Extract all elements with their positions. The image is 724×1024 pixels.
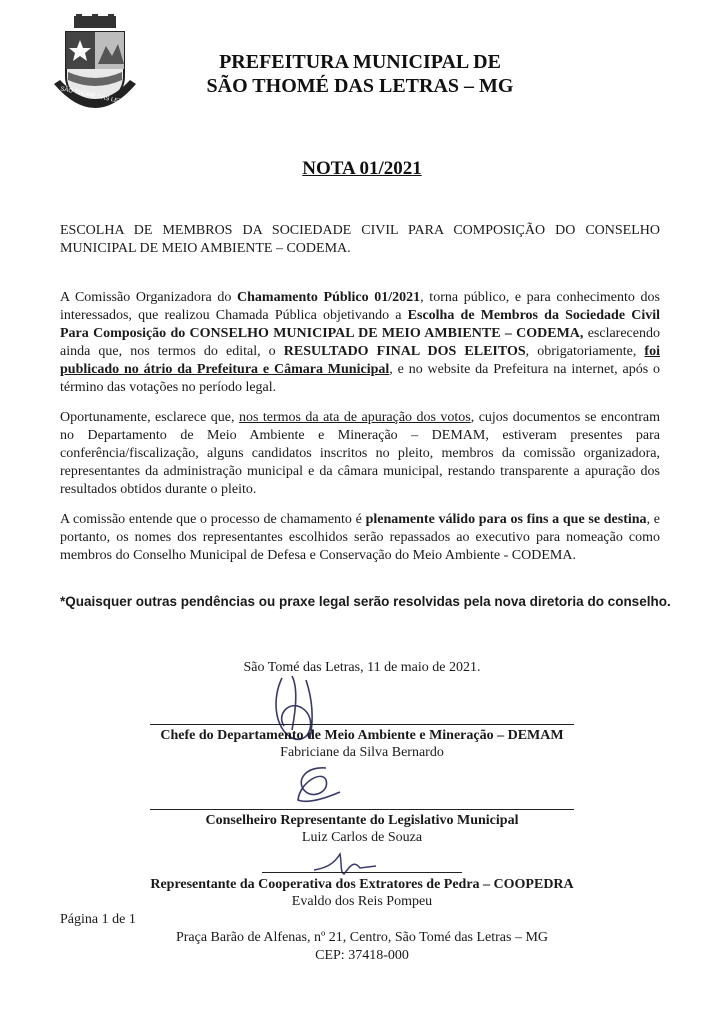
header-title	[150, 50, 570, 98]
paragraph-1: A Comissão Organizadora do Chamamento Público 01/2021, torna público, e para conhecimento dos interessados, que realizou Chamada Pública objetivando a Escolha de Membros da Sociedade Civil Para Composição do CONSELHO MUNICIPAL DE MEIO AMBIENTE – CODEMA, esclarecendo ainda que, nos termos do edital, o RESULTADO FINAL DOS ELEITOS, obrigatoriamente, foi publicado no átrio da Prefeitura e Câmara Municipal, e no website da Prefeitura na internet, após o término das votações no período legal.	[60, 290, 660, 395]
nota-title: NOTA 01/2021	[302, 158, 422, 179]
signature-line-2	[150, 809, 574, 810]
signature-1-name: Fabriciane da Silva Bernardo	[280, 745, 444, 760]
paragraph-2: Oportunamente, esclarece que, nos termos da ata de apuração dos votos, cujos documentos se encontram no Departamento de Meio Ambiente e Mineração – DEMAM, estiveram presentes para conferência/fiscalização, alguns candidatos inscritos no pleito, membros da comissão organizadora, representantes da administração municipal e da câmara municipal, restando transparente a apuração dos resultados obtidos durante o pleito.	[60, 410, 660, 497]
header-title-line2: SÃO THOMÉ DAS LETRAS – MG	[206, 75, 514, 97]
signature-scribble-2	[286, 762, 346, 808]
signature-line-3	[262, 872, 462, 873]
municipal-crest-logo	[46, 14, 144, 126]
signature-2-title: Conselheiro Representante do Legislativo Municipal	[205, 813, 519, 828]
crest-text: SÃO THOMÉ DAS LETRAS	[59, 86, 135, 108]
page-number: Página 1 de 1	[60, 912, 136, 927]
footer-cep: CEP: 37418-000	[315, 948, 409, 963]
signature-line-1	[150, 724, 574, 725]
signature-3-title: Representante da Cooperativa dos Extratores de Pedra – COOPEDRA	[150, 877, 574, 892]
paragraph-3: A comissão entende que o processo de chamamento é plenamente válido para os fins a que se destina, e portanto, os nomes dos representantes escolhidos serão repassados ao executivo para nomeação como membros do Conselho Municipal de Defesa e Conservação do Meio Ambiente - CODEMA.	[60, 512, 660, 563]
header-title-line1: PREFEITURA MUNICIPAL DE	[219, 51, 501, 73]
subject-text: ESCOLHA DE MEMBROS DA SOCIEDADE CIVIL PARA COMPOSIÇÃO DO CONSELHO MUNICIPAL DE MEIO AMBIENTE – CODEMA.	[60, 223, 660, 256]
signature-1-title: Chefe do Departamento de Meio Ambiente e Mineração – DEMAM	[160, 728, 564, 743]
footer-address: Praça Barão de Alfenas, nº 21, Centro, São Tomé das Letras – MG	[175, 930, 549, 945]
notice-text: *Quaisquer outras pendências ou praxe legal serão resolvidas pela nova diretoria do conselho.	[60, 594, 671, 609]
signature-3-name: Evaldo dos Reis Pompeu	[291, 894, 433, 909]
signature-2-name: Luiz Carlos de Souza	[301, 830, 423, 845]
date-line: São Tomé das Letras, 11 de maio de 2021.	[243, 660, 481, 675]
